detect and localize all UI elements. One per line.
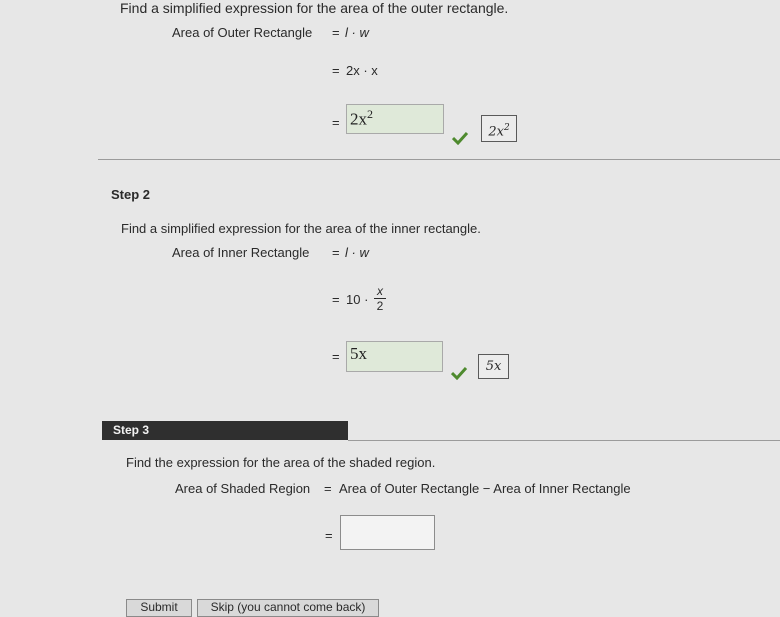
outer-area-label: Area of Outer Rectangle — [172, 25, 313, 40]
inner-answer-value: 5x — [350, 344, 367, 363]
step3-heading: Step 3 — [113, 423, 150, 437]
outer-feedback-exponent: 2 — [503, 123, 510, 133]
outer-feedback-box — [481, 115, 517, 142]
shaded-answer-input[interactable] — [340, 515, 435, 550]
equals-sign: = — [332, 25, 340, 40]
skip-button[interactable]: Skip (you cannot come back) — [197, 599, 379, 617]
shaded-area-expression: Area of Outer Rectangle − Area of Inner Rectangle — [339, 481, 631, 496]
outer-answer-base: 2x — [350, 109, 367, 129]
equals-sign: = — [332, 349, 340, 364]
step2-heading: Step 2 — [111, 187, 151, 202]
fraction-denominator: 2 — [376, 299, 384, 313]
outer-answer-input[interactable] — [346, 104, 444, 134]
inner-formula: l · w — [345, 245, 369, 260]
equals-sign: = — [325, 528, 333, 543]
equals-sign: = — [332, 292, 340, 307]
equals-sign: = — [332, 245, 340, 260]
submit-button[interactable]: Submit — [126, 599, 192, 617]
equals-sign: = — [324, 481, 332, 496]
inner-substitution: 10 · — [346, 292, 369, 307]
shaded-area-label: Area of Shaded Region — [175, 481, 311, 496]
fraction — [374, 284, 386, 314]
step2-instruction: Find a simplified expression for the area of the inner rectangle. — [121, 221, 481, 236]
check-icon — [451, 366, 467, 380]
step3-instruction: Find the expression for the area of the shaded region. — [126, 455, 436, 470]
divider — [98, 159, 780, 160]
outer-formula: l · w — [345, 25, 369, 40]
inner-feedback-box: 5x — [478, 354, 509, 379]
inner-area-label: Area of Inner Rectangle — [172, 245, 310, 260]
outer-substitution: 2x · x — [346, 63, 378, 78]
divider — [348, 440, 780, 441]
outer-feedback-base: 2x — [488, 124, 504, 140]
outer-answer-exponent: 2 — [367, 107, 373, 121]
check-icon — [452, 131, 468, 145]
inner-answer-input[interactable] — [346, 341, 443, 372]
fraction-numerator: x — [374, 284, 386, 299]
step1-instruction: Find a simplified expression for the area of the outer rectangle. — [120, 0, 509, 16]
equals-sign: = — [332, 63, 340, 78]
equals-sign: = — [332, 115, 340, 130]
